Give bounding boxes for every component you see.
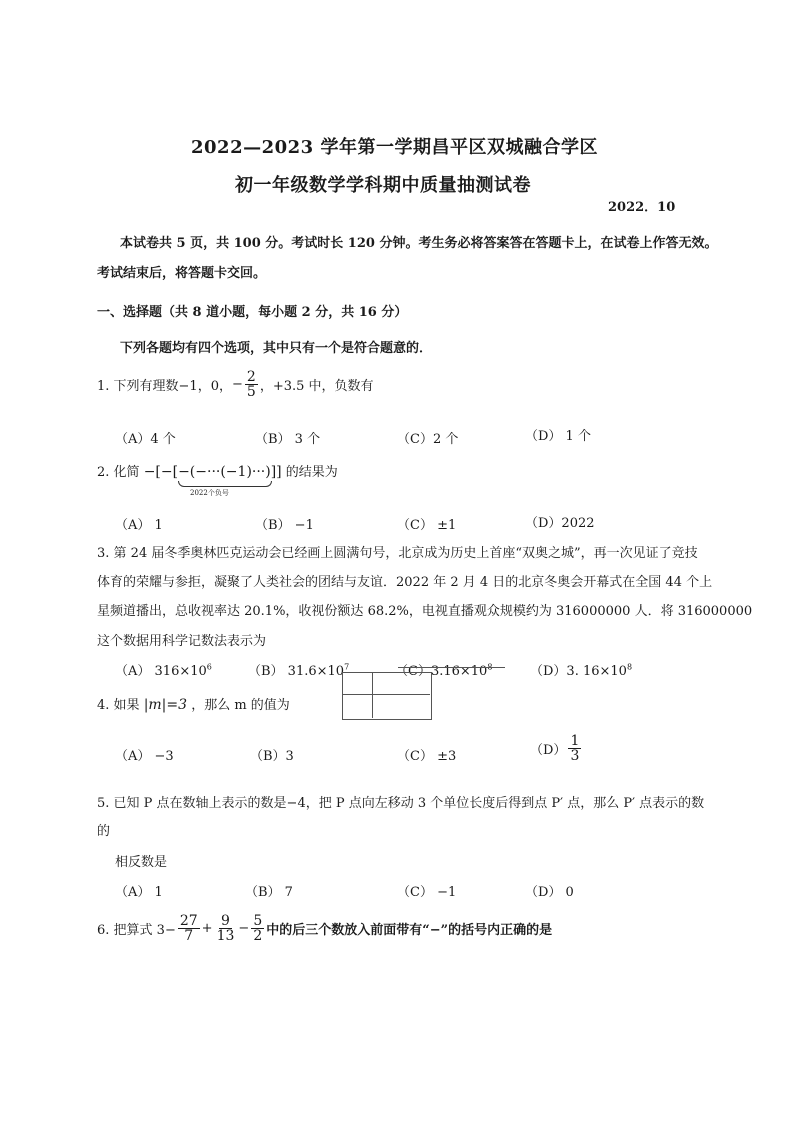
question-3-option-a-text: （A） 316×10 [115,664,207,679]
question-5-line1: 5. 已知 P 点在数轴上表示的数是−4，把 P 点向左移动 3 个单位长度后得到点 P′ 点，那么 P′ 点表示的数 [97,796,705,811]
question-5-option-d: （D） 0 [525,885,574,900]
question-6 [97,914,552,943]
question-3-line3: 星频道播出，总收视率达 20.1%，收视份额达 68.2%，电视直播观众规模约为 316000000 人．将 316000000 [97,604,753,619]
question-4-suffix: ，那么 m 的值为 [191,698,290,713]
question-4 [97,694,290,713]
question-6-fraction-1-numerator: 27 [179,913,198,929]
scan-artifact-vline [372,672,373,718]
scan-artifact-hline [342,694,430,695]
question-6-fraction-1-denominator: 7 [184,928,194,944]
question-4-option-a: （A） −3 [115,749,174,764]
question-2-option-d: （D）2022 [525,516,595,531]
question-2-suffix: 的结果为 [285,465,338,480]
instructions-line2: 考试结束后，将答题卡交回。 [97,266,267,281]
question-5-line3: 相反数是 [115,855,168,870]
question-4-option-d-label: （D） [530,743,567,758]
question-3-line1: 3. 第 24 届冬季奥林匹克运动会已经画上圆满句号，北京成为历史上首座“双奥之城”，再一次见证了竞技 [97,546,698,561]
question-1 [97,370,374,399]
question-4-option-d-denominator: 3 [570,748,580,764]
question-6-prefix: 6. 把算式 3− [97,923,176,938]
question-2-underbrace [178,481,272,487]
exam-title-line2: 初一年级数学学科期中质量抽测试卷 [235,175,531,196]
question-2 [97,461,338,480]
question-3-option-d-text: （D）3. 16×10 [530,664,627,679]
question-2-expression: −[−[−(−···(−1)···)]] [143,464,282,480]
question-4-option-c: （C） ±3 [397,749,457,764]
question-1-option-d: （D） 1 个 [525,429,591,444]
question-1-fraction-sign: − [231,377,243,392]
question-3-option-b-exponent: 7 [344,662,350,672]
question-6-fraction-2 [215,914,237,943]
question-5-option-c: （C） −1 [397,885,457,900]
question-6-fraction-2-numerator: 9 [221,913,230,929]
question-2-prefix: 2. 化简 [97,465,140,480]
question-4-option-d [530,734,583,763]
scan-artifact-strike [398,667,505,668]
question-2-option-a: （A） 1 [115,518,163,533]
question-3-option-a-exponent: 6 [206,662,212,672]
question-4-option-b: （B）3 [250,749,294,764]
question-5-option-b: （B） 7 [245,885,293,900]
question-2-underbrace-note: 2022个负号 [190,489,229,497]
question-1-option-b: （B） 3 个 [255,432,321,447]
question-1-fraction-numerator: 2 [246,369,256,385]
question-3-option-b [248,660,349,679]
question-6-fraction-3 [251,914,264,943]
question-6-fraction-2-denominator: 13 [216,928,235,944]
question-5-line2: 的 [97,824,111,839]
question-4-option-d-fraction [568,734,581,763]
exam-title-line1: 2022—2023 学年第一学期昌平区双城融合学区 [191,137,598,158]
question-4-prefix: 4. 如果 [97,698,140,713]
question-2-option-c: （C） ±1 [397,518,457,533]
question-4-abs-expression: |m|=3 [143,697,188,713]
question-6-plus: + [201,921,213,936]
question-6-fraction-1 [178,914,200,943]
section-note: 下列各题均有四个选项，其中只有一个是符合题意的． [120,341,433,356]
question-2-option-b: （B） −1 [255,518,314,533]
question-3-option-d [530,660,632,679]
question-6-minus: − [238,921,250,936]
question-1-prefix: 1. 下列有理数−1，0， [97,379,232,394]
question-6-suffix: 中的后三个数放入前面带有“−”的括号内正确的是 [266,923,553,938]
question-3-option-a [115,660,212,679]
question-3-option-c-exponent: 8 [487,662,493,672]
question-6-fraction-3-denominator: 2 [253,928,263,944]
instructions-line1: 本试卷共 5 页，共 100 分。考试时长 120 分钟。考生务必将答案答在答题卡上，在试卷上作答无效。 [120,236,718,251]
question-3-line2: 体育的荣耀与参拒，凝聚了人类社会的团结与友谊．2022 年 2 月 4 日的北京冬奥会开幕式在全国 44 个上 [97,575,713,590]
scan-artifact-box [342,672,432,720]
question-3-line4: 这个数据用科学记数法表示为 [97,634,267,649]
question-6-fraction-3-numerator: 5 [253,913,263,929]
question-3-option-c-text: （C）3.16×10 [395,664,488,679]
question-1-option-a: （A）4 个 [115,432,176,447]
question-3-option-d-exponent: 8 [626,662,633,672]
question-4-option-d-numerator: 1 [570,733,580,749]
question-1-fraction-denominator: 5 [246,384,256,400]
question-1-option-c: （C）2 个 [397,432,459,447]
question-1-suffix: ，+3.5 中，负数有 [259,379,374,394]
section-title: 一、选择题（共 8 道小题，每小题 2 分，共 16 分） [97,305,408,320]
question-5-option-a: （A） 1 [115,885,163,900]
exam-date: 2022．10 [608,200,676,215]
question-3-option-b-text: （B） 31.6×10 [248,664,345,679]
question-1-fraction [245,370,258,399]
